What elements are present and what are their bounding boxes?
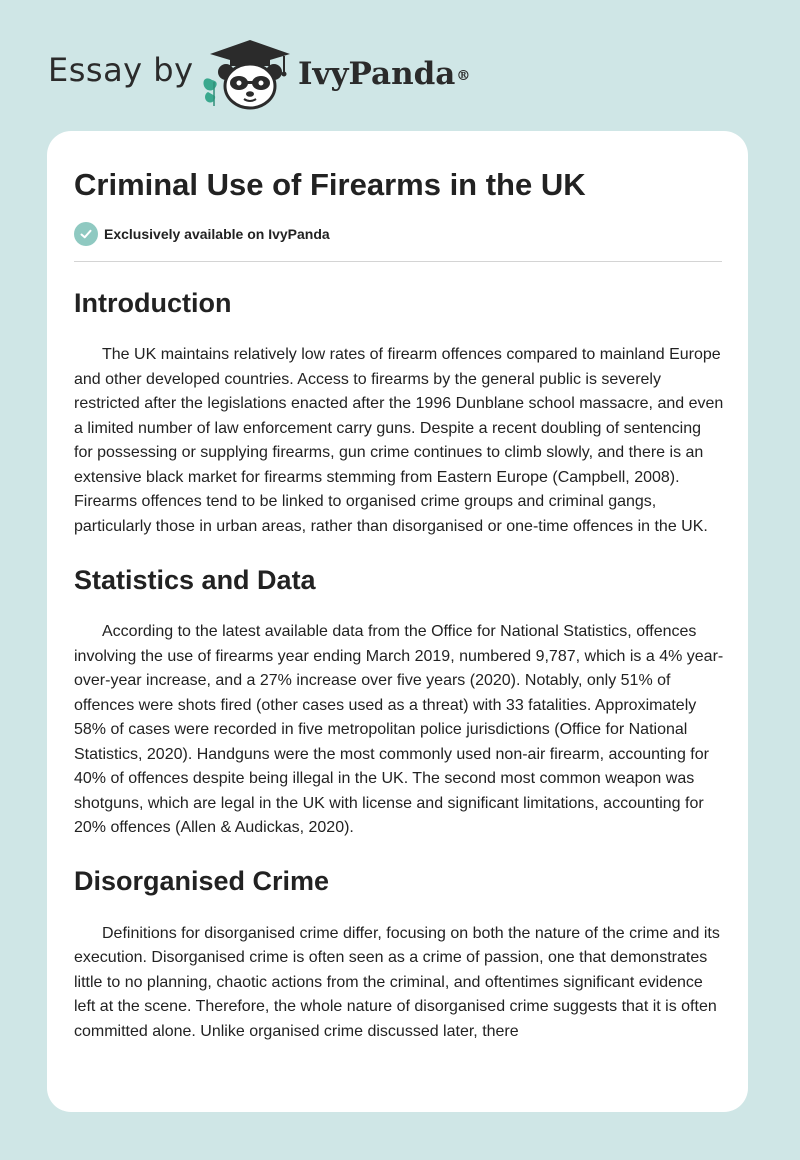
badge-text: Exclusively available on IvyPanda (104, 226, 330, 242)
article-body (74, 281, 724, 1044)
article-title: Criminal Use of Firearms in the UK (74, 167, 586, 202)
brand-name: IvyPanda (298, 56, 456, 92)
panda-graduate-icon[interactable] (198, 36, 294, 112)
essay-by-label: Essay by (48, 51, 194, 89)
section-paragraph-disorganised-crime: Definitions for disorganised crime differ, focusing on both the nature of the crime and its execution. Disorganised crime is often seen as a crime of passion, one that demonstrates little to no planning, chaotic actions from the criminal, and oftentimes significant evidence left at the scene. Therefore, the whole nature of disorganised crime suggests that it is often committed alone. Unlike organised crime discussed later, there (74, 924, 720, 1040)
section-heading-introduction: Introduction (74, 288, 232, 318)
exclusive-badge (74, 221, 330, 247)
article-card (47, 131, 748, 1112)
site-header (0, 0, 800, 130)
section-paragraph-introduction: The UK maintains relatively low rates of firearm offences compared to mainland Europe and other developed countries. Access to firearms by the general public is severely restricted after the legislations enacted after the 1996 Dunblane school massacre, and even a limited number of law enforcement carry guns. Despite a recent doubling of sentencing for possessing or supplying firearms, gun crime continues to climb slowly, and there is an extensive black market for firearms stemming from Eastern Europe (Campbell, 2008). Firearms offences tend to be linked to organised crime groups and criminal gangs, particularly those in urban areas, rather than disorganised or one-time offences in the UK. (74, 346, 724, 535)
title-divider (74, 261, 722, 262)
section-heading-statistics: Statistics and Data (74, 565, 316, 595)
check-circle-icon (74, 222, 98, 246)
brand-logo-text[interactable] (298, 54, 470, 94)
section-paragraph-statistics: According to the latest available data from the Office for National Statistics, offences involving the use of firearms year ending March 2019, numbered 9,787, which is a 4% year-over-year increase, and a 27% increase over five years (2020). Notably, only 51% of offences were shots fired (other cases used as a threat) with 33 fatalities. Approximately 58% of cases were recorded in five metropolitan police jurisdictions (Office for National Statistics, 2020). Handguns were the most commonly used non-air firearm, accounting for 40% of offences despite being illegal in the UK. The second most common weapon was shotguns, which are legal in the UK with license and significant limitations, accounting for 20% offences (Allen & Audickas, 2020). (74, 623, 724, 836)
section-heading-disorganised-crime: Disorganised Crime (74, 865, 330, 896)
registered-mark: ® (456, 68, 471, 84)
ivy-leaf-icon (203, 78, 216, 106)
